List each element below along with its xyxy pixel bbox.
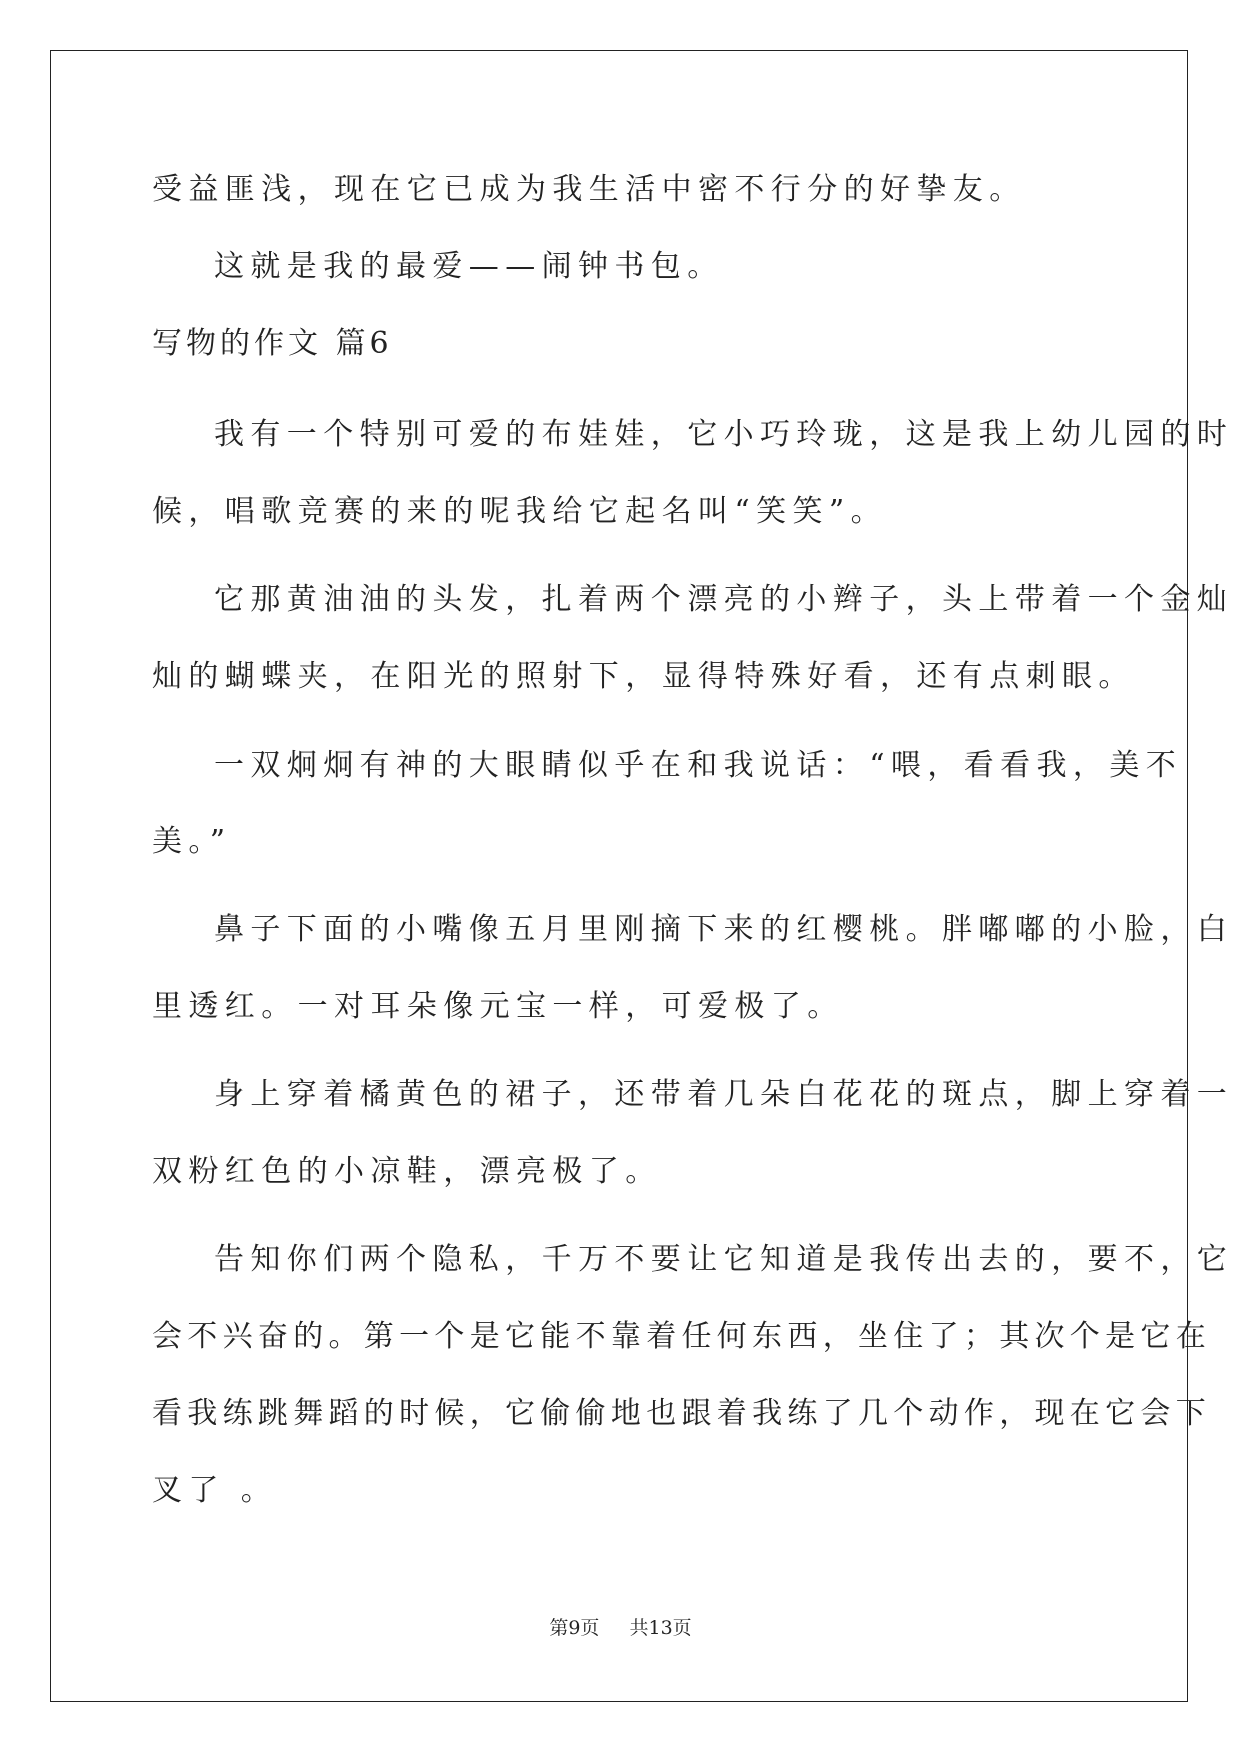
text-line-12: 身上穿着橘黄色的裙子，还带着几朵白花花的斑点，脚上穿着一	[214, 1077, 1234, 1112]
page-total: 共13页	[629, 1617, 692, 1639]
text-line-5: 候，唱歌竞赛的来的呢我给它起名叫“笑笑”。	[152, 494, 888, 529]
section-heading: 写物的作文 篇6	[152, 326, 393, 361]
text-line-15: 会不兴奋的。第一个是它能不靠着任何东西，坐住了；其次个是它在	[152, 1319, 1211, 1354]
text-line-7: 灿的蝴蝶夹，在阳光的照射下，显得特殊好看，还有点刺眼。	[152, 659, 1135, 694]
text-line-1: 受益匪浅，现在它已成为我生活中密不行分的好挚友。	[152, 172, 1026, 207]
text-line-13: 双粉红色的小凉鞋，漂亮极了。	[152, 1154, 662, 1189]
page-footer	[0, 1616, 1241, 1640]
text-line-14: 告知你们两个隐私，千万不要让它知道是我传出去的，要不，它	[214, 1242, 1234, 1277]
text-line-11: 里透红。一对耳朵像元宝一样，可爱极了。	[152, 989, 844, 1024]
text-line-4: 我有一个特别可爱的布娃娃，它小巧玲珑，这是我上幼儿园的时	[214, 417, 1234, 452]
text-line-10: 鼻子下面的小嘴像五月里刚摘下来的红樱桃。胖嘟嘟的小脸，白	[214, 912, 1234, 947]
text-line-8: 一双炯炯有神的大眼睛似乎在和我说话：“喂，看看我，美不	[214, 748, 1183, 783]
text-line-16: 看我练跳舞蹈的时候，它偷偷地也跟着我练了几个动作，现在它会下	[152, 1396, 1211, 1431]
text-line-2: 这就是我的最爱——闹钟书包。	[214, 249, 724, 284]
text-line-17: 叉了 。	[152, 1473, 278, 1508]
text-line-9: 美。”	[152, 824, 232, 859]
page-border	[50, 50, 1188, 1702]
page-number: 第9页	[549, 1617, 600, 1639]
text-line-6: 它那黄油油的头发，扎着两个漂亮的小辫子，头上带着一个金灿	[214, 582, 1234, 617]
